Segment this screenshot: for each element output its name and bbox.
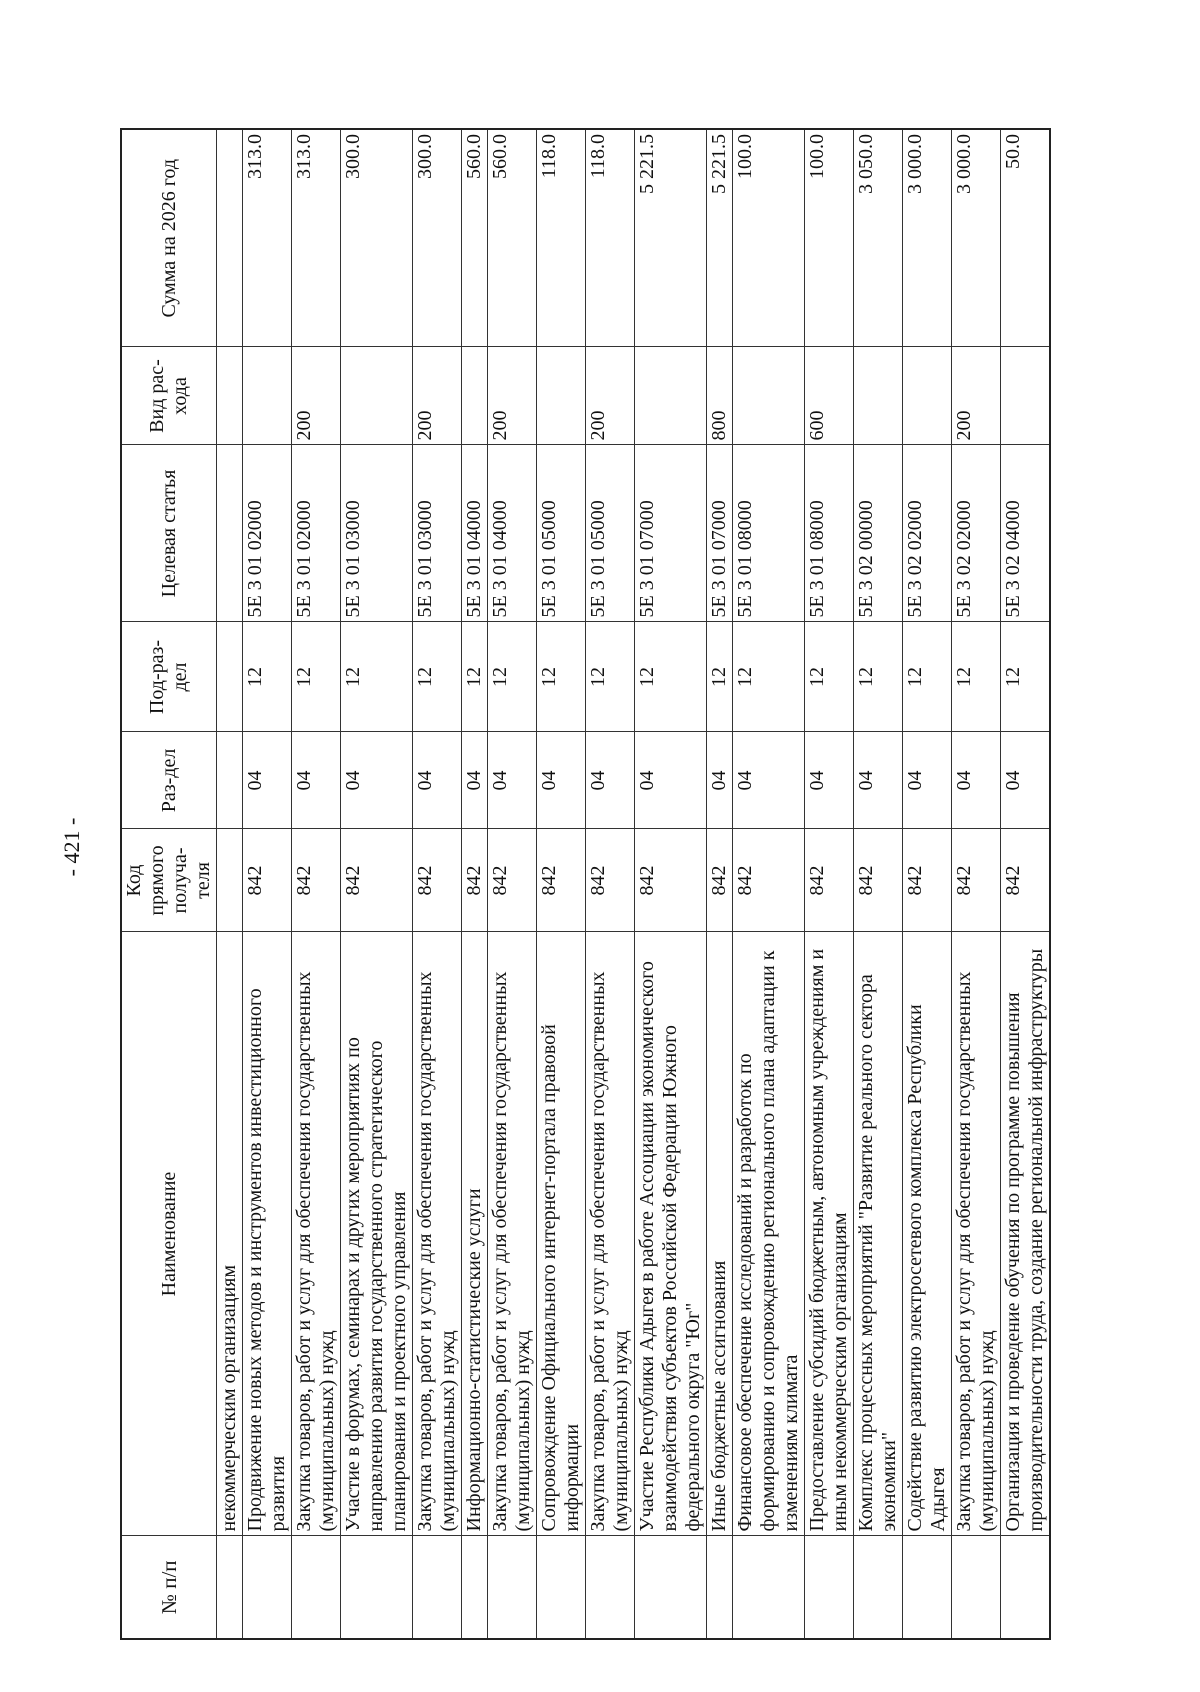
cell-recipient: 842 [292, 829, 341, 932]
cell-sum: 300.0 [341, 129, 413, 347]
cell-num [243, 1536, 292, 1639]
cell-recipient: 842 [952, 829, 1001, 932]
cell-sum: 118.0 [586, 129, 635, 347]
cell-target: 5Е 3 01 03000 [413, 445, 462, 622]
cell-num [635, 1536, 707, 1639]
cell-expense: 200 [488, 347, 537, 445]
cell-target: 5Е 3 01 04000 [488, 445, 537, 622]
col-header-subsection: Под-раз-дел [121, 622, 217, 732]
cell-subsection: 12 [805, 622, 854, 732]
cell-target: 5Е 3 02 04000 [1001, 445, 1051, 622]
cell-subsection: 12 [537, 622, 586, 732]
cell-expense [341, 347, 413, 445]
col-header-target: Целевая статья [121, 445, 217, 622]
cell-num [488, 1536, 537, 1639]
cell-subsection: 12 [707, 622, 733, 732]
table-row [341, 129, 413, 1639]
col-header-section: Раз-дел [121, 732, 217, 829]
cell-subsection: 12 [341, 622, 413, 732]
cell-num [413, 1536, 462, 1639]
cell-section: 04 [292, 732, 341, 829]
cell-num [462, 1536, 488, 1639]
table-row [537, 129, 586, 1639]
cell-sum: 118.0 [537, 129, 586, 347]
cell-num [733, 1536, 805, 1639]
cell-expense [733, 347, 805, 445]
table-row [952, 129, 1001, 1639]
cell-name: Иные бюджетные ассигнования [707, 932, 733, 1536]
col-header-expense: Вид рас-хода [121, 347, 217, 445]
cell-name: Организация и проведение обучения по программе повышения производительности труда, создание региональной инфраструктуры [1001, 932, 1051, 1536]
table-row [707, 129, 733, 1639]
cell-subsection: 12 [488, 622, 537, 732]
cell-name: Информационно-статистические услуги [462, 932, 488, 1536]
table-row [805, 129, 854, 1639]
cell-recipient: 842 [537, 829, 586, 932]
cell-section: 04 [537, 732, 586, 829]
cell-expense: 200 [413, 347, 462, 445]
cell-section: 04 [243, 732, 292, 829]
cell-expense [243, 347, 292, 445]
cell-sum: 300.0 [413, 129, 462, 347]
cell-sum: 5 221.5 [635, 129, 707, 347]
cell-num [537, 1536, 586, 1639]
cell-target: 5Е 3 01 07000 [635, 445, 707, 622]
cell-subsection: 12 [292, 622, 341, 732]
cell-recipient: 842 [805, 829, 854, 932]
cell-expense: 600 [805, 347, 854, 445]
cell-sum: 100.0 [733, 129, 805, 347]
cell-expense [537, 347, 586, 445]
cell-expense [854, 347, 903, 445]
table-row [903, 129, 952, 1639]
cell-section: 04 [707, 732, 733, 829]
cell-subsection: 12 [635, 622, 707, 732]
table-row [733, 129, 805, 1639]
cell-recipient: 842 [462, 829, 488, 932]
table-row [488, 129, 537, 1639]
cell-num [586, 1536, 635, 1639]
budget-table [120, 128, 1051, 1640]
cell-recipient: 842 [635, 829, 707, 932]
cell-recipient: 842 [341, 829, 413, 932]
cell-name: Продвижение новых методов и инструментов инвестиционного развития [243, 932, 292, 1536]
cell-expense [1001, 347, 1051, 445]
cell-name: Участие Республики Адыгея в работе Ассоциации экономического взаимодействия субъектов Российской Федерации Южного федерального округа "Юг" [635, 932, 707, 1536]
cell-target [217, 445, 243, 622]
cell-subsection: 12 [854, 622, 903, 732]
cell-section: 04 [586, 732, 635, 829]
cell-num [707, 1536, 733, 1639]
cell-section: 04 [488, 732, 537, 829]
cell-name: некоммерческим организациям [217, 932, 243, 1536]
cell-sum: 313.0 [292, 129, 341, 347]
cell-name: Финансовое обеспечение исследований и разработок по формированию и сопровождению регионального плана адаптации к изменениям климата [733, 932, 805, 1536]
table-row [635, 129, 707, 1639]
table-row [854, 129, 903, 1639]
cell-target: 5Е 3 02 02000 [903, 445, 952, 622]
cell-target: 5Е 3 02 02000 [952, 445, 1001, 622]
table-row [243, 129, 292, 1639]
cell-recipient: 842 [413, 829, 462, 932]
cell-name: Комплекс процессных мероприятий "Развитие реального сектора экономики" [854, 932, 903, 1536]
cell-sum: 100.0 [805, 129, 854, 347]
cell-num [854, 1536, 903, 1639]
cell-num [805, 1536, 854, 1639]
cell-recipient: 842 [586, 829, 635, 932]
cell-num [952, 1536, 1001, 1639]
cell-expense: 200 [952, 347, 1001, 445]
cell-expense [635, 347, 707, 445]
table-row [586, 129, 635, 1639]
cell-section: 04 [805, 732, 854, 829]
cell-target: 5Е 3 01 02000 [292, 445, 341, 622]
cell-recipient: 842 [1001, 829, 1051, 932]
cell-expense: 200 [586, 347, 635, 445]
cell-recipient: 842 [903, 829, 952, 932]
cell-sum: 50.0 [1001, 129, 1051, 347]
cell-sum [217, 129, 243, 347]
cell-section: 04 [462, 732, 488, 829]
cell-section: 04 [1001, 732, 1051, 829]
cell-expense: 200 [292, 347, 341, 445]
col-header-num: № п/п [121, 1536, 217, 1639]
cell-target: 5Е 3 01 08000 [733, 445, 805, 622]
cell-subsection: 12 [413, 622, 462, 732]
cell-target: 5Е 3 01 07000 [707, 445, 733, 622]
cell-expense [217, 347, 243, 445]
cell-sum: 5 221.5 [707, 129, 733, 347]
cell-recipient: 842 [707, 829, 733, 932]
cell-sum: 560.0 [488, 129, 537, 347]
table-header-row [121, 129, 217, 1639]
cell-subsection [217, 622, 243, 732]
cell-name: Закупка товаров, работ и услуг для обеспечения государственных (муниципальных) нужд [952, 932, 1001, 1536]
page-number: - 421 - [59, 817, 84, 877]
cell-sum: 3 000.0 [952, 129, 1001, 347]
cell-target: 5Е 3 01 08000 [805, 445, 854, 622]
cell-name: Предоставление субсидий бюджетным, автономным учреждениям и иным некоммерческим организациям [805, 932, 854, 1536]
col-header-sum: Сумма на 2026 год [121, 129, 217, 347]
cell-section: 04 [903, 732, 952, 829]
cell-name: Закупка товаров, работ и услуг для обеспечения государственных (муниципальных) нужд [586, 932, 635, 1536]
cell-target: 5Е 3 01 04000 [462, 445, 488, 622]
cell-subsection: 12 [1001, 622, 1051, 732]
cell-expense: 800 [707, 347, 733, 445]
cell-target: 5Е 3 01 02000 [243, 445, 292, 622]
cell-name: Закупка товаров, работ и услуг для обеспечения государственных (муниципальных) нужд [413, 932, 462, 1536]
cell-section: 04 [341, 732, 413, 829]
cell-recipient: 842 [243, 829, 292, 932]
cell-num [217, 1536, 243, 1639]
cell-recipient: 842 [488, 829, 537, 932]
cell-target: 5Е 3 02 00000 [854, 445, 903, 622]
cell-section: 04 [413, 732, 462, 829]
cell-recipient: 842 [854, 829, 903, 932]
cell-subsection: 12 [733, 622, 805, 732]
cell-sum: 560.0 [462, 129, 488, 347]
cell-recipient [217, 829, 243, 932]
cell-name: Содействие развитию электросетевого комплекса Республики Адыгея [903, 932, 952, 1536]
cell-section: 04 [854, 732, 903, 829]
cell-section: 04 [733, 732, 805, 829]
table-row [292, 129, 341, 1639]
cell-target: 5Е 3 01 05000 [586, 445, 635, 622]
cell-num [292, 1536, 341, 1639]
table-row [462, 129, 488, 1639]
cell-subsection: 12 [952, 622, 1001, 732]
cell-num [1001, 1536, 1051, 1639]
table-row [413, 129, 462, 1639]
cell-expense [903, 347, 952, 445]
cell-sum: 313.0 [243, 129, 292, 347]
cell-name: Закупка товаров, работ и услуг для обеспечения государственных (муниципальных) нужд [488, 932, 537, 1536]
cell-name: Сопровождение Официального интернет-портала правовой информации [537, 932, 586, 1536]
cell-target: 5Е 3 01 05000 [537, 445, 586, 622]
cell-name: Участие в форумах, семинарах и других мероприятиях по направлению развития государственного стратегического планирования и проектного управления [341, 932, 413, 1536]
cell-num [341, 1536, 413, 1639]
cell-sum: 3 000.0 [903, 129, 952, 347]
cell-num [903, 1536, 952, 1639]
col-header-name: Наименование [121, 932, 217, 1536]
cell-sum: 3 050.0 [854, 129, 903, 347]
cell-section [217, 732, 243, 829]
col-header-recipient: Код прямого получа-теля [121, 829, 217, 932]
table-row [217, 129, 243, 1639]
cell-subsection: 12 [586, 622, 635, 732]
cell-name: Закупка товаров, работ и услуг для обеспечения государственных (муниципальных) нужд [292, 932, 341, 1536]
cell-section: 04 [635, 732, 707, 829]
cell-subsection: 12 [462, 622, 488, 732]
cell-subsection: 12 [243, 622, 292, 732]
table-row [1001, 129, 1051, 1639]
rotated-page-content [120, 130, 1047, 1640]
cell-section: 04 [952, 732, 1001, 829]
cell-target: 5Е 3 01 03000 [341, 445, 413, 622]
cell-expense [462, 347, 488, 445]
cell-subsection: 12 [903, 622, 952, 732]
cell-recipient: 842 [733, 829, 805, 932]
